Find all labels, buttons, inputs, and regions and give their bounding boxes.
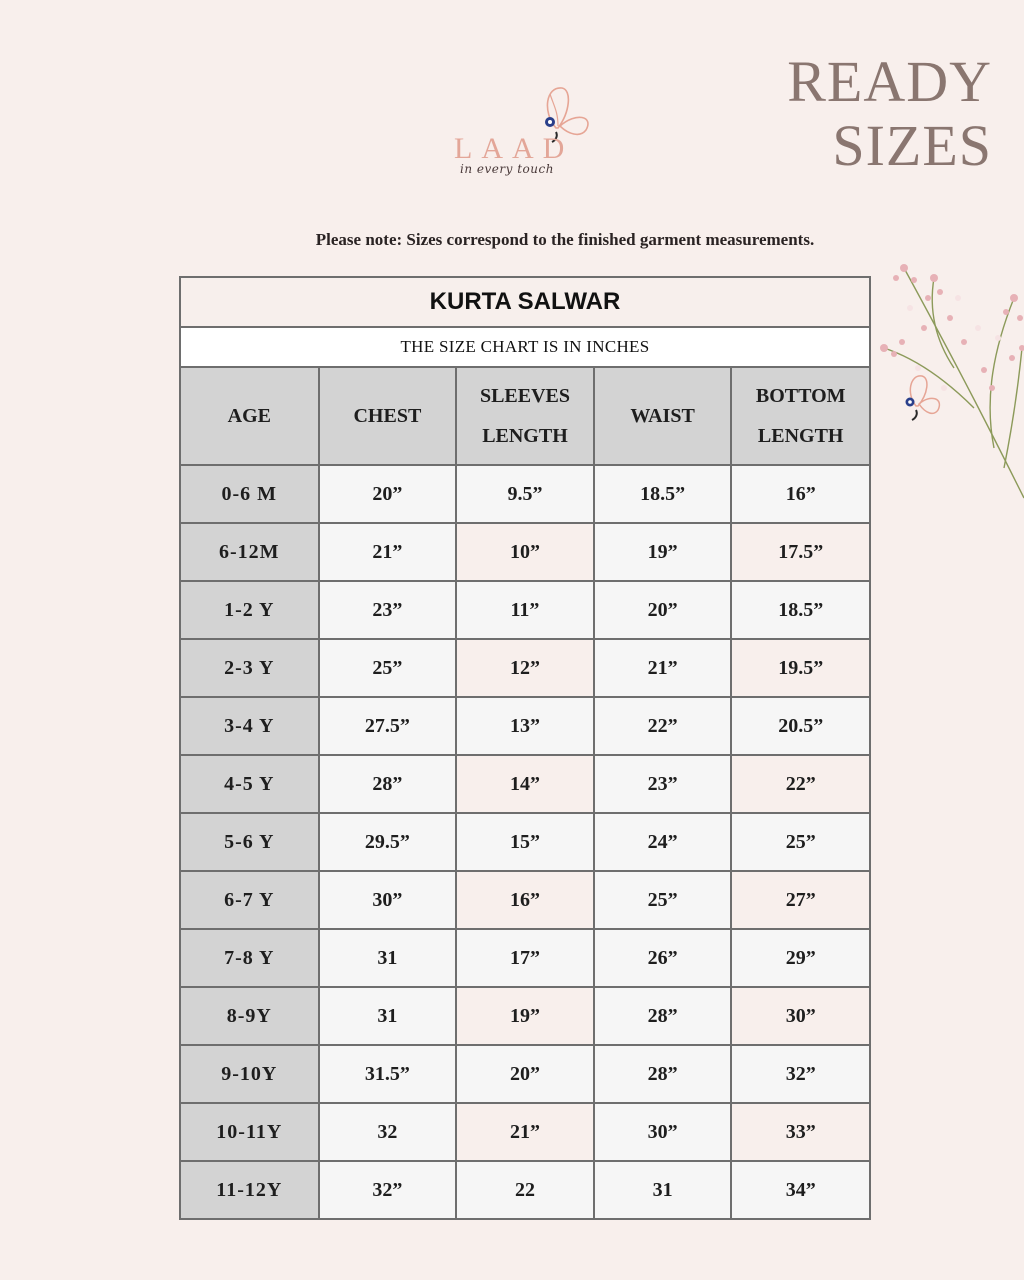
sleeves-length-cell: 17”: [456, 929, 594, 987]
waist-cell: 30”: [594, 1103, 732, 1161]
chest-cell: 23”: [319, 581, 457, 639]
sleeves-length-cell: 21”: [456, 1103, 594, 1161]
size-chart: [179, 276, 871, 1220]
table-row: [181, 987, 869, 1045]
waist-cell: 21”: [594, 639, 732, 697]
sleeves-length-cell: 19”: [456, 987, 594, 1045]
bottom-length-cell: 30”: [731, 987, 869, 1045]
bottom-length-cell: 19.5”: [731, 639, 869, 697]
age-cell: 10-11Y: [181, 1103, 319, 1161]
age-cell: 4-5 Y: [181, 755, 319, 813]
table-row: [181, 581, 869, 639]
table-row: [181, 813, 869, 871]
waist-cell: 25”: [594, 871, 732, 929]
chest-cell: 28”: [319, 755, 457, 813]
table-row: [181, 639, 869, 697]
chest-cell: 32: [319, 1103, 457, 1161]
size-table: [181, 368, 869, 1218]
age-cell: 3-4 Y: [181, 697, 319, 755]
bottom-length-cell: 32”: [731, 1045, 869, 1103]
waist-cell: 31: [594, 1161, 732, 1218]
waist-cell: 19”: [594, 523, 732, 581]
brand-tagline: in every touch: [460, 162, 554, 176]
brand-logo: [448, 82, 598, 182]
age-cell: 6-7 Y: [181, 871, 319, 929]
chest-cell: 32”: [319, 1161, 457, 1218]
chest-cell: 20”: [319, 465, 457, 523]
sleeves-length-cell: 20”: [456, 1045, 594, 1103]
waist-cell: 22”: [594, 697, 732, 755]
bottom-length-cell: 16”: [731, 465, 869, 523]
measurement-note: Please note: Sizes correspond to the finished garment measurements.: [315, 230, 815, 249]
butterfly-icon: [900, 370, 944, 426]
table-row: [181, 1161, 869, 1218]
waist-cell: 20”: [594, 581, 732, 639]
waist-cell: 18.5”: [594, 465, 732, 523]
sleeves-length-cell: 22: [456, 1161, 594, 1218]
waist-cell: 23”: [594, 755, 732, 813]
chest-cell: 31.5”: [319, 1045, 457, 1103]
header-chest: CHEST: [319, 368, 457, 465]
gypsophila-branch-icon: [874, 258, 1024, 508]
table-row: [181, 929, 869, 987]
age-cell: 6-12M: [181, 523, 319, 581]
header-sleeves-length: SLEEVES LENGTH: [456, 368, 594, 465]
sleeves-length-cell: 14”: [456, 755, 594, 813]
waist-cell: 28”: [594, 1045, 732, 1103]
page-title-line2: SIZES: [832, 113, 992, 178]
table-row: [181, 523, 869, 581]
bottom-length-cell: 18.5”: [731, 581, 869, 639]
table-row: [181, 1045, 869, 1103]
waist-cell: 28”: [594, 987, 732, 1045]
bottom-length-cell: 25”: [731, 813, 869, 871]
bottom-length-cell: 33”: [731, 1103, 869, 1161]
bottom-length-cell: 29”: [731, 929, 869, 987]
bottom-length-cell: 20.5”: [731, 697, 869, 755]
chest-cell: 31: [319, 987, 457, 1045]
size-chart-title: KURTA SALWAR: [181, 278, 869, 328]
chest-cell: 25”: [319, 639, 457, 697]
age-cell: 9-10Y: [181, 1045, 319, 1103]
waist-cell: 24”: [594, 813, 732, 871]
sleeves-length-cell: 12”: [456, 639, 594, 697]
chest-cell: 31: [319, 929, 457, 987]
header-bottom-length: BOTTOM LENGTH: [731, 368, 869, 465]
chest-cell: 29.5”: [319, 813, 457, 871]
age-cell: 5-6 Y: [181, 813, 319, 871]
chest-cell: 27.5”: [319, 697, 457, 755]
table-row: [181, 697, 869, 755]
sleeves-length-cell: 16”: [456, 871, 594, 929]
size-chart-subtitle: THE SIZE CHART IS IN INCHES: [181, 328, 869, 368]
chest-cell: 30”: [319, 871, 457, 929]
page-title: [787, 50, 992, 178]
chest-cell: 21”: [319, 523, 457, 581]
sleeves-length-cell: 9.5”: [456, 465, 594, 523]
table-row: [181, 755, 869, 813]
table-row: [181, 1103, 869, 1161]
age-cell: 2-3 Y: [181, 639, 319, 697]
header-waist: WAIST: [594, 368, 732, 465]
age-cell: 7-8 Y: [181, 929, 319, 987]
waist-cell: 26”: [594, 929, 732, 987]
sleeves-length-cell: 13”: [456, 697, 594, 755]
table-header-row: [181, 368, 869, 465]
brand-name: LAAD: [454, 132, 574, 165]
table-row: [181, 465, 869, 523]
sleeves-length-cell: 11”: [456, 581, 594, 639]
page-title-line1: READY: [787, 49, 992, 114]
age-cell: 1-2 Y: [181, 581, 319, 639]
header-age: AGE: [181, 368, 319, 465]
bottom-length-cell: 17.5”: [731, 523, 869, 581]
table-row: [181, 871, 869, 929]
bottom-length-cell: 27”: [731, 871, 869, 929]
bottom-length-cell: 22”: [731, 755, 869, 813]
age-cell: 11-12Y: [181, 1161, 319, 1218]
sleeves-length-cell: 15”: [456, 813, 594, 871]
sleeves-length-cell: 10”: [456, 523, 594, 581]
bottom-length-cell: 34”: [731, 1161, 869, 1218]
age-cell: 8-9Y: [181, 987, 319, 1045]
age-cell: 0-6 M: [181, 465, 319, 523]
